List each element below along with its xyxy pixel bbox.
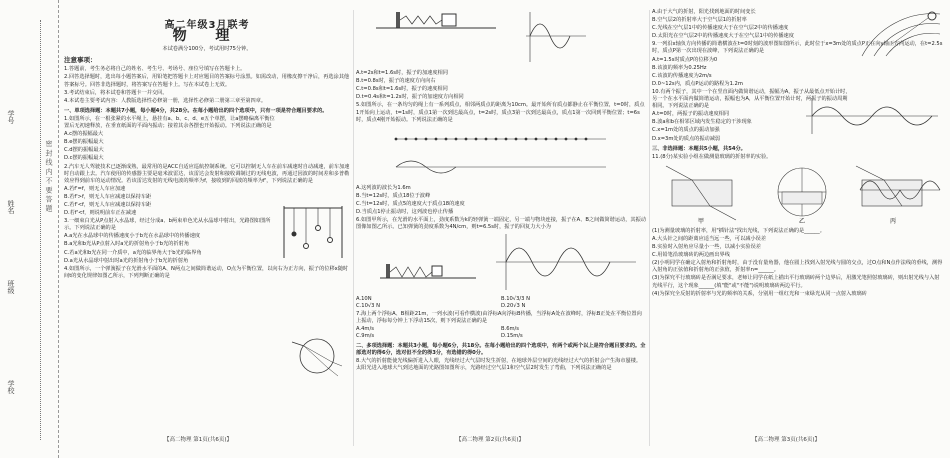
crystal-ball-figure: [290, 334, 344, 378]
question-8-option: C.光线在空气层1中的传播速度大于在空气层2中的传播速度: [652, 25, 789, 32]
question-1-option: A.c摆的振幅最大: [64, 131, 104, 138]
binding-label-school: 学校: [7, 380, 15, 394]
page-column-2: [356, 8, 646, 448]
question-7-option: C.9m/s: [356, 332, 375, 339]
question-4: 4.如图所示，一个弹簧振子在光滑水平面的A、N两点之间做简谐运动，O点为平衡位置，以向右为正方向，振子的位移x随时间t的变化规律如图乙所示，下列判断正确的是: [64, 265, 349, 279]
question-9: 9.一列沿x轴负方向传播的简谐横波在t=0时刻的波形图如图所示，此时位于x=3m处的质点P正在向y轴正方向运动，在t=2.5s时，质点P第一次出现在波峰，下列说法正确的是: [652, 41, 943, 55]
question-11-part: (4)为探究全反射的折射率与光的频率的关系，分别用一组红光和一束绿光从同一点射入玻璃砖: [652, 290, 867, 297]
section-heading: 二、多项选择题：本题共3小题，每小题6分，共18分。在每小题给出的四个选项中，有两个或两个以上是符合题目要求的。全部选对的得6分，选对但不全的得3分，有选错的得0分。: [356, 343, 646, 357]
atmosphere-figure: [852, 8, 942, 58]
question-7-options: [356, 326, 646, 340]
question-11: 11.(8分)某实验小组在做测量玻璃的折射率的实验。: [652, 153, 772, 160]
question-4-option: B.t=0.8s时，振子的速度方向向右: [356, 78, 436, 85]
question-11-part: (1)为测量玻璃的折射率，用"插针法"找出光线，下列说法正确的是______。: [652, 227, 825, 234]
question-10: 10.有两个振子，其中一个在竖直面内做简谐运动，振幅为A，振子从最低点开始计时，另一个在水平面内做简谐运动，振幅也为A，从平衡位置开始计时，两振子的振动周期相同。下列说法正确的是: [652, 88, 851, 110]
binding-label-name: 姓名: [7, 200, 15, 214]
question-7: 7.海上两个浮标A、B相距21m，一列水波(可看作横波)由浮标A向浮标B传播，当浮标A处在波峰时，浮标B正处在平衡位置向上振动，浮标每分钟上下浮动15次，则下列说法正确的是: [356, 310, 642, 324]
subject-title: 物 理: [172, 28, 242, 45]
question-7-option: A.4m/s: [356, 325, 374, 332]
spring-graph-figure: [356, 232, 646, 292]
question-6-options: [356, 296, 646, 310]
question-11-part: B.实验时入射角应尽量小一些，以减小实验误差: [652, 244, 761, 251]
question-10-option: C.x=1m处的质点的振动加强: [652, 127, 720, 134]
question-1-option: D.c摆的振幅最大: [64, 155, 104, 162]
seal-line-text: 密 封 线 内 不 要 答 题: [45, 140, 53, 212]
question-7-option: D.15m/s: [501, 332, 523, 339]
question-8-option: A.由于大气的折射，阳光找到地面的时间变长: [652, 9, 756, 15]
question-3-option: A.a光在水晶球中的传播速度小于b光在水晶球中的传播速度: [64, 233, 201, 240]
question-2-option: A.若f'=f，则无人车应加速: [64, 185, 126, 192]
question-6-option: C.10√3 N: [356, 302, 381, 309]
question-5-option: C.当t=12s时，质点5的速度大于质点18的速度: [356, 201, 465, 208]
page-footer: 【高二物理 第1页(共6页)】: [164, 436, 233, 443]
question-6: 6.如图甲所示，在光滑的水平面上，劲度系数为k的轻弹簧一端固定，另一端与物块连接，振子在A、B之间做简谐运动，其振动图像如图乙所示。已知弹簧的劲度系数为4N/cm，则t=6.5s时，振子的回复力大小为: [356, 217, 646, 231]
notice-item: 2.回答选择题时，选出每小题答案后，用铅笔把答题卡上对应题目的答案标号涂黑。如需改动，用橡皮擦干净后，再选涂其他答案标号。回答非选择题时，将答案写在答题卡上。写在本试卷上无效。: [64, 74, 350, 88]
page-footer: 【高二物理 第2页(共6页)】: [456, 436, 525, 443]
binding-label-id: 学号: [7, 110, 15, 124]
question-9-option: B.该波的频率为0.25Hz: [652, 64, 707, 71]
section-heading: 三、非选择题：本题共5小题，共54分。: [652, 145, 746, 152]
binding-strip: [0, 0, 59, 458]
question-3-option: D.a光从水晶球中射出时a光的折射角小于b光的折射角: [64, 257, 189, 264]
question-2-option: D.若f'<f，则说明前车正在减速: [64, 210, 137, 217]
question-8: 8.大气的折射能使光线偏折进入人眼，光线经过大气层时发生折射，在地球外层空间的光线经过大气的折射会产生海市蜃楼。太阳光进入地球大气到达地面的光路图如图所示，光路经过空气层1和空气层2时发生了弯曲，下列说法正确的是: [356, 358, 642, 372]
question-1-option: C.d摆的振幅最大: [64, 147, 104, 154]
question-9-option: D.0~12s内，质点P运动的路程为1.2m: [652, 80, 743, 87]
question-2-option: C.若f'<f，则无人车应减速以保持车距: [64, 201, 152, 208]
notice-item: 1.答题前，考生务必将自己的姓名、考生号、考场号、座位号填写在答题卡上。: [64, 66, 246, 73]
question-2: 2.汽车无人驾驶技术已逐渐成熟，最常用的是ACC自适应巡航控制系统。它可以控制无人车在前车减速时自动减速，前车加速时自动跟上去。汽车使用的传感器主要是毫米波雷达，该雷达会发射和接收调制过的无线电波，再通过因波的时间差和多普勒效应得到前车的运动情况。若该雷达发射的无线电波的频率为f，接收到的回波的频率为f'，下列说法正确的是: [64, 163, 350, 184]
question-8-option: B.空气层2的折射率大于空气层1的折射率: [652, 17, 747, 24]
question-6-option: D.20√3 N: [501, 302, 526, 309]
column-divider: [649, 10, 650, 446]
question-10-option: B.波a和b在相邻区域内发生稳定的干涉现象: [652, 119, 752, 126]
question-3: 3.一细束白光从P点射入水晶球，经过分成a、b两束单色光从水晶球中射出，光路图如图所示。下列说法正确的是: [64, 218, 271, 232]
binding-label-class: 班级: [7, 280, 15, 294]
page-column-1: [64, 8, 350, 448]
question-6-option: A.10N: [356, 295, 372, 302]
interference-figure: [858, 168, 942, 212]
question-6-option: B.10√3/3 N: [501, 295, 530, 302]
question-5-option: B.当t=12s时，质点18位于波峰: [356, 192, 431, 199]
wave-particles-figure: [356, 125, 646, 181]
question-7-option: B.6m/s: [501, 325, 520, 332]
figure-label: 甲: [698, 217, 705, 224]
notice-item: 3.考试结束后，将本试卷和答题卡一并交回。: [64, 89, 168, 96]
spring-oscillator-figure: [356, 8, 646, 66]
page-footer: 【高二物理 第3页(共6页)】: [752, 436, 821, 443]
question-11-part: (2)小明同学在确定入射角和折射角时，由于没有量角器，他在圆上找到入射光线与圆的交点，过O点和N点作法线的垂线，测得入射角的正弦值和折射角的正弦值，折射率n=______。: [652, 260, 943, 274]
exam-meta: 本试卷满分100分，考试用时75分钟。: [162, 46, 252, 53]
notice-heading: 注意事项：: [64, 56, 97, 65]
column-divider: [353, 10, 354, 446]
question-9-option: C.该波的传播速度为2m/s: [652, 72, 712, 79]
section-heading: 一、单项选择题：本题共7小题，每小题4分，共28分。在每小题给出的四个选项中，只有一项是符合题目要求的。: [64, 107, 328, 114]
wave-graph-figure: [802, 96, 942, 136]
question-3-option: B.a光和b光从P点射入时a光的折射角小于b光的折射角: [64, 241, 190, 248]
question-5-option: D.当质点1停止振动时，这列波也停止传播: [356, 209, 454, 216]
notice-item: 4.本试卷主要考试内容：人教版选择性必修第一册，选择性必修第二册第三章至第四章。: [64, 97, 267, 104]
question-5: 5.如图所示，在一条均匀的绳上有一系列质点，相邻两质点的距离为10cm。最开始所有质点都静止在平衡位置，t=0时，质点1开始向上运动，t=1s时，质点1第一次到达最高点，t=2s时，质点3第一次到达最高点，质点1第一次回到平衡位置；t=6s时，质点4刚开始振动。下列说法正确的是: [356, 102, 645, 123]
question-11-part: C.用铅笔沿玻璃砖的两边画出界线: [652, 252, 730, 259]
page-column-3: [652, 8, 944, 448]
question-4-option: C.t=0.8s和t=1.6s时，振子的速度相同: [356, 86, 448, 93]
question-2-option: B.若f'>f，则无人车应减速以保持车距: [64, 193, 152, 200]
pendulum-figure: [282, 204, 344, 260]
question-1: 1.如图所示，在一根张紧的水平绳上，悬挂有a、b、c、d、e五个单摆，让a摆略偏离平衡位置后无初速释放，在垂直纸面的平面内振动；接着其余各摆也开始振动。下列说法正确的是: [64, 115, 275, 130]
question-5-option: A.这列波的波长为1.6m: [356, 184, 411, 191]
question-11-part: (3)为探究平行玻璃砖是否满足要求，老师让同学在纸上描出平行玻璃砖两个边界后，用激光笔照射玻璃砖，则出射光线与入射光线平行，这个现象______(填"能"或"不能")说明玻璃砖两边平行。: [652, 275, 940, 289]
question-1-option: B.e摆的振幅最大: [64, 139, 104, 146]
exam-title: 高二年级3月联考: [164, 20, 250, 31]
question-8-option: D.太阳光在空气层2中的传播速度大于在空气层1中的传播速度: [652, 33, 794, 40]
question-9-option: A.t=1.5s时质点P的位移为0: [652, 56, 718, 63]
question-3-option: C.若a光和b光在同一介质中，a光的临界角大于b光的临界角: [64, 249, 202, 256]
question-4-option: D.t=0.4s和t=1.2s时，振子的加速度方向相同: [356, 94, 464, 101]
question-11-part: A.大头针之间的距离应适当远一些，可以减小误差: [652, 235, 767, 242]
question-4-option: A.t=2s和t=1.6s时，振子的加速度相同: [356, 70, 448, 77]
seal-line: [40, 20, 41, 440]
question-10-option: D.x=3m处的质点的振动减弱: [652, 135, 721, 142]
figure-label: 丙: [890, 217, 897, 224]
question-10-option: A.t=0时，两振子的振动速度相同: [652, 111, 730, 118]
figure-label: 乙: [799, 217, 806, 224]
